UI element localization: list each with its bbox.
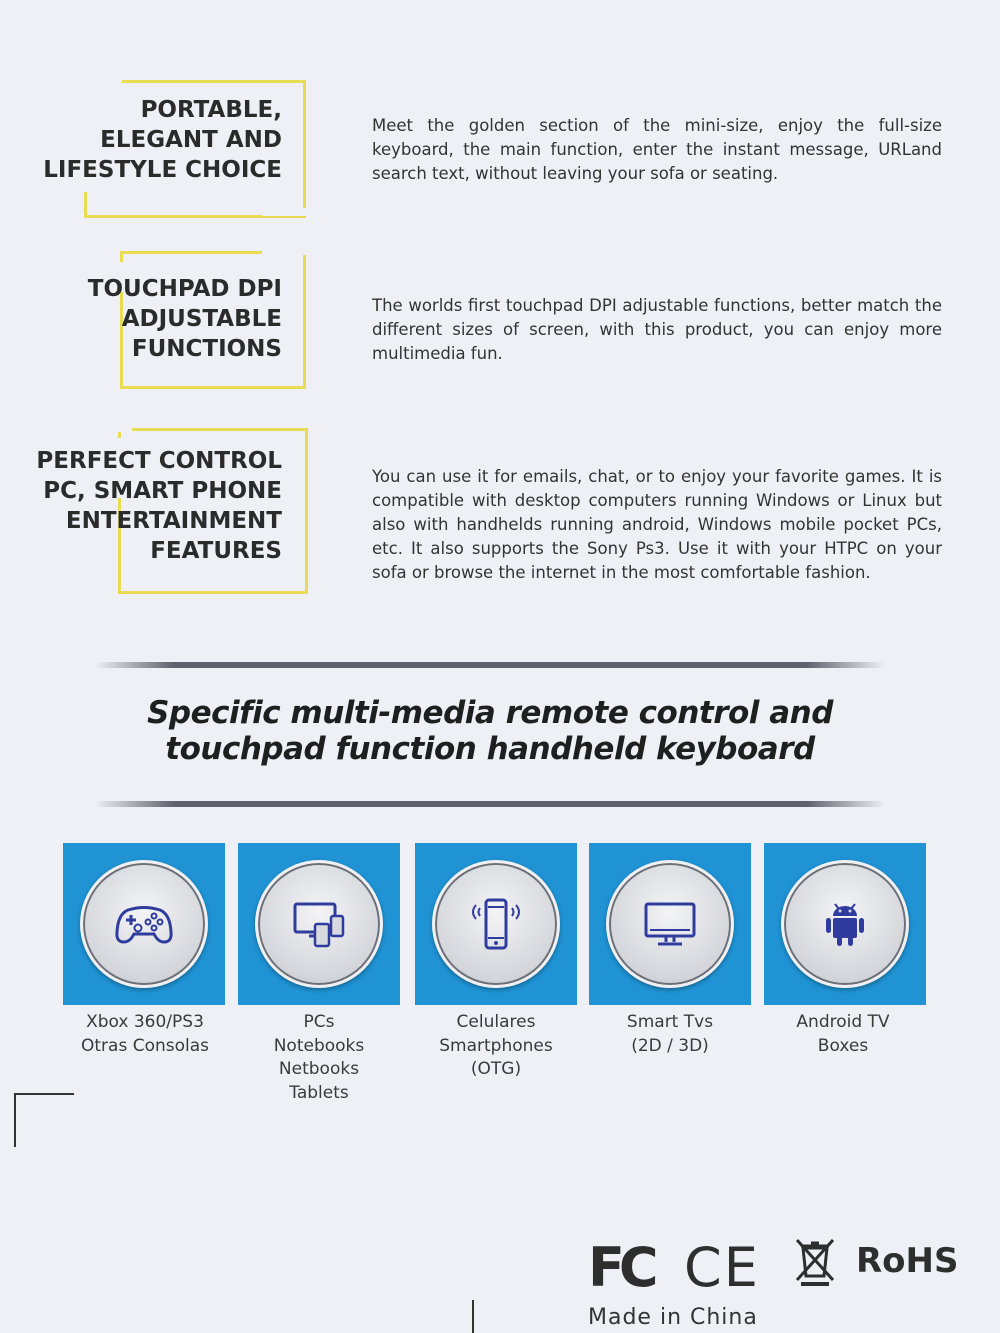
feature-title-line: PC, SMART PHONE bbox=[43, 478, 282, 504]
device-label-line: PCs bbox=[303, 1012, 335, 1032]
android-icon bbox=[815, 894, 875, 954]
device-label-line: Boxes bbox=[817, 1035, 869, 1056]
made-in-label: Made in China bbox=[588, 1305, 758, 1330]
rohs-logo: RoHS bbox=[856, 1241, 959, 1281]
feature-title bbox=[88, 274, 282, 364]
icon-badge bbox=[255, 860, 383, 988]
device-label-line: Otras Consolas bbox=[80, 1035, 209, 1056]
feature-description: You can use it for emails, chat, or to enjoy your favorite games. It is compatible with desktop computers running Windows or Linux but also with handhelds running android, Windows mobile pocket PCs, etc. It also supports the Sony Ps3. Use it with your HTPC on your sofa or browse the internet in the most comfortable fashion. bbox=[372, 467, 942, 582]
icon-badge bbox=[80, 860, 208, 988]
feature-title-line: FEATURES bbox=[150, 538, 282, 564]
feature-title-line: ELEGANT AND bbox=[100, 127, 282, 153]
headline-line: Specific multi-media remote control and bbox=[147, 695, 833, 731]
device-label-line: (2D / 3D) bbox=[631, 1035, 709, 1056]
device-label bbox=[411, 1011, 581, 1082]
device-label bbox=[758, 1011, 928, 1058]
device-label-line: Android TV bbox=[796, 1012, 890, 1032]
device-label-line: Celulares bbox=[456, 1012, 536, 1032]
device-label-line: Xbox 360/PS3 bbox=[86, 1012, 204, 1032]
weee-bin-icon bbox=[792, 1238, 838, 1286]
device-label-line: Smartphones bbox=[439, 1035, 553, 1056]
feature-title-line: TOUCHPAD DPI bbox=[87, 276, 282, 302]
device-label-line: Notebooks bbox=[273, 1035, 365, 1056]
headline-line: touchpad function handheld keyboard bbox=[165, 731, 815, 767]
device-tile-smart-tv bbox=[589, 843, 751, 1005]
gamepad-icon bbox=[114, 894, 174, 954]
device-label-line: Smart Tvs bbox=[626, 1012, 714, 1032]
device-tile-consoles bbox=[63, 843, 225, 1005]
device-label-line: Netbooks bbox=[278, 1059, 360, 1079]
monitor-icon bbox=[640, 894, 700, 954]
divider-bottom bbox=[95, 801, 885, 807]
divider-top bbox=[95, 662, 885, 668]
feature-title-line: PERFECT CONTROL bbox=[36, 448, 282, 474]
device-tile-android-tv bbox=[764, 843, 926, 1005]
headline bbox=[0, 695, 980, 767]
feature-title bbox=[43, 95, 282, 185]
feature-title-line: FUNCTIONS bbox=[131, 336, 282, 362]
crop-corner-mark bbox=[14, 1093, 74, 1147]
fcc-logo: FC bbox=[588, 1236, 653, 1299]
device-label-line: (OTG) bbox=[470, 1059, 522, 1079]
feature-title-line: LIFESTYLE CHOICE bbox=[43, 157, 282, 183]
feature-title-line: ADJUSTABLE bbox=[121, 306, 282, 332]
feature-description: The worlds first touchpad DPI adjustable functions, better match the different sizes of screen, with this product, you can enjoy more multimedia fun. bbox=[372, 296, 942, 363]
device-tile-pcs bbox=[238, 843, 400, 1005]
crop-tick-mark bbox=[472, 1300, 474, 1333]
device-label bbox=[234, 1011, 404, 1105]
feature-title-line: PORTABLE, bbox=[140, 97, 282, 123]
device-label-line: Tablets bbox=[289, 1082, 349, 1103]
smartphone-icon bbox=[466, 894, 526, 954]
icon-badge bbox=[781, 860, 909, 988]
device-label bbox=[60, 1011, 230, 1058]
device-tile-smartphones bbox=[415, 843, 577, 1005]
computer-devices-icon bbox=[289, 894, 349, 954]
feature-title-line: ENTERTAINMENT bbox=[65, 508, 282, 534]
feature-description: Meet the golden section of the mini-size, enjoy the full-size keyboard, the main function, enter the instant message, URLand search text, without leaving your sofa or seating. bbox=[372, 116, 942, 183]
device-label bbox=[585, 1011, 755, 1058]
ce-logo: CE bbox=[684, 1236, 760, 1299]
feature-title bbox=[36, 446, 282, 566]
icon-badge bbox=[606, 860, 734, 988]
icon-badge bbox=[432, 860, 560, 988]
